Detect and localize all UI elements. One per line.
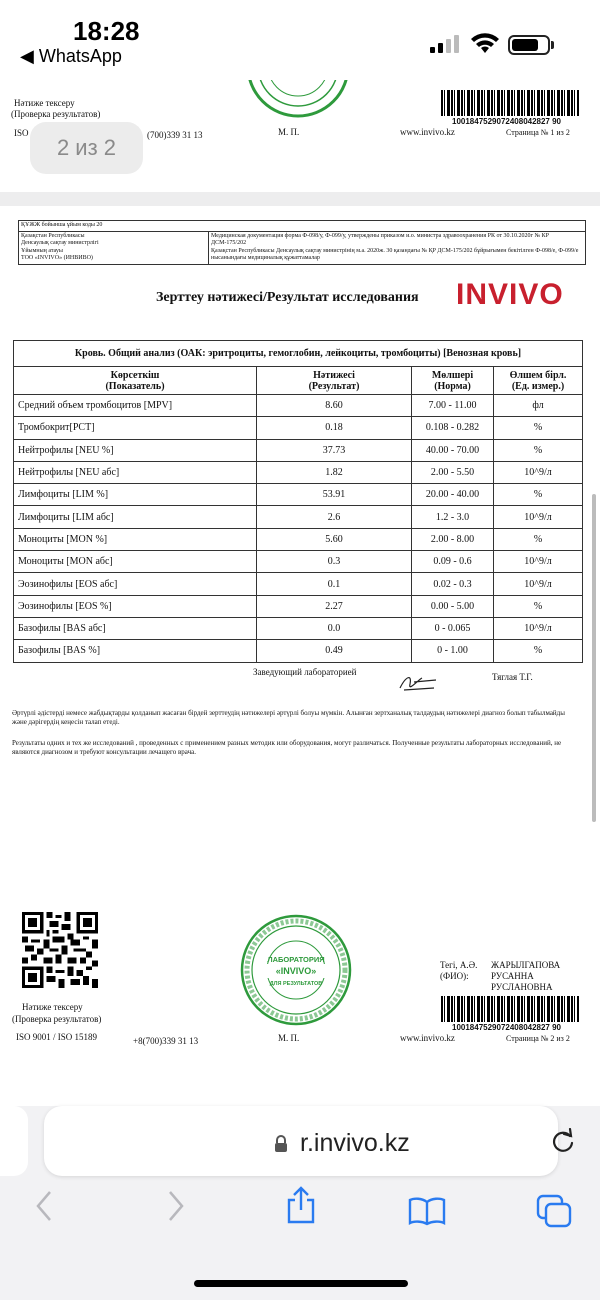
scrollbar[interactable] bbox=[592, 494, 596, 822]
laboratory-stamp bbox=[240, 914, 352, 1026]
norm-cell: 40.00 - 70.00 bbox=[412, 439, 494, 461]
patient-surname: ЖАРЫЛГАПОВА bbox=[491, 960, 561, 970]
header-table bbox=[18, 220, 586, 265]
table-row bbox=[14, 551, 583, 573]
bookmarks-icon[interactable] bbox=[408, 1196, 446, 1226]
result-cell: 8.60 bbox=[257, 395, 412, 417]
unit-cell: 10^9/л bbox=[494, 573, 583, 595]
table-row bbox=[14, 617, 583, 639]
results-caption: Кровь. Общий анализ (ОАК: эритроциты, гемоглобин, лейкоциты, тромбоциты) [Венозная кровь] bbox=[14, 341, 583, 367]
unit-cell: 10^9/л bbox=[494, 617, 583, 639]
table-row bbox=[14, 484, 583, 506]
barcode-number: 1001847529072408042827 90 bbox=[452, 1023, 562, 1032]
indicator-cell: Базофилы [BAS %] bbox=[14, 640, 257, 662]
forward-arrow-icon[interactable] bbox=[166, 1190, 186, 1222]
back-arrow-icon[interactable] bbox=[34, 1190, 54, 1222]
header-left-line: Денсаулық сақтау министрлігі bbox=[21, 240, 99, 246]
indicator-cell: Базофилы [BAS абс] bbox=[14, 617, 257, 639]
indicator-cell: Нейтрофилы [NEU %] bbox=[14, 439, 257, 461]
unit-cell: % bbox=[494, 439, 583, 461]
back-to-whatsapp-link[interactable]: ◀ WhatsApp bbox=[20, 46, 122, 66]
result-cell: 0.0 bbox=[257, 617, 412, 639]
barcode-number: 1001847529072408042827 90 bbox=[452, 117, 562, 126]
header-left-line: ТОО «INVIVO» (ИНВИВО) bbox=[21, 255, 93, 261]
header-left-line: Қазақстан Республикасы bbox=[21, 232, 85, 239]
unit-cell: 10^9/л bbox=[494, 551, 583, 573]
results-header-row bbox=[14, 367, 583, 395]
indicator-cell: Моноциты [MON %] bbox=[14, 528, 257, 550]
col-unit: Өлшем бірл. (Ед. измер.) bbox=[494, 367, 583, 395]
header-right bbox=[209, 232, 585, 264]
home-indicator[interactable] bbox=[194, 1280, 408, 1287]
norm-cell: 2.00 - 8.00 bbox=[412, 528, 494, 550]
table-row bbox=[14, 640, 583, 662]
result-cell: 0.1 bbox=[257, 573, 412, 595]
unit-cell: фл bbox=[494, 395, 583, 417]
battery-icon bbox=[508, 35, 550, 55]
page-separator bbox=[0, 192, 600, 206]
result-cell: 5.60 bbox=[257, 528, 412, 550]
head-of-lab-label: Заведующий лабораторией bbox=[253, 667, 357, 677]
table-row bbox=[14, 573, 583, 595]
result-cell: 2.6 bbox=[257, 506, 412, 528]
disclaimer-kz: Әртүрлі әдістерді немесе жабдықтарды қолданып жасаған бірдей зерттеудің нәтижелері әртүрлі болуы мүмкін. Алынған зертханалық талдаудың нәтижелері диагноз болып табылмайды және дәрігердің кеңесін талап етеді. bbox=[12, 709, 565, 726]
result-cell: 2.27 bbox=[257, 595, 412, 617]
result-cell: 1.82 bbox=[257, 461, 412, 483]
status-bar bbox=[0, 0, 600, 80]
clock: 18:28 bbox=[73, 16, 140, 46]
patient-label-kz: Тегі, А.Ә. bbox=[440, 960, 478, 970]
norm-cell: 7.00 - 11.00 bbox=[412, 395, 494, 417]
unit-cell: % bbox=[494, 484, 583, 506]
result-cell: 53.91 bbox=[257, 484, 412, 506]
result-cell: 37.73 bbox=[257, 439, 412, 461]
phone-label: (700)339 31 13 bbox=[147, 130, 203, 140]
norm-cell: 0.00 - 5.00 bbox=[412, 595, 494, 617]
norm-cell: 0.108 - 0.282 bbox=[412, 417, 494, 439]
table-row bbox=[14, 528, 583, 550]
results-table bbox=[13, 340, 583, 663]
indicator-cell: Эозинофилы [EOS %] bbox=[14, 595, 257, 617]
check-label-kz: Нәтиже тексеру bbox=[14, 98, 75, 108]
indicator-cell: Лимфоциты [LIM абс] bbox=[14, 506, 257, 528]
table-row bbox=[14, 417, 583, 439]
unit-cell: % bbox=[494, 417, 583, 439]
col-result: Нәтижесі (Результат) bbox=[257, 367, 412, 395]
reload-icon[interactable] bbox=[551, 1128, 575, 1154]
table-row bbox=[14, 461, 583, 483]
norm-cell: 0.09 - 0.6 bbox=[412, 551, 494, 573]
disclaimer-ru: Результаты одних и тех же исследований , проведенных с применением разных методик или оборудования, могут различаться. Полученные результаты лабораторных исследований, не являются диагнозом и требуют консультации лечащего врача. bbox=[12, 739, 562, 756]
header-left bbox=[19, 232, 209, 264]
iso-label: ISO bbox=[14, 128, 29, 138]
result-cell: 0.18 bbox=[257, 417, 412, 439]
indicator-cell: Эозинофилы [EOS абс] bbox=[14, 573, 257, 595]
norm-cell: 0 - 1.00 bbox=[412, 640, 494, 662]
tabs-icon[interactable] bbox=[536, 1194, 572, 1228]
stamp-fragment bbox=[246, 80, 351, 120]
page-number: Страница № 1 из 2 bbox=[506, 128, 570, 137]
result-cell: 0.3 bbox=[257, 551, 412, 573]
org-code: ҚҰЖЖ бойынша ұйым коды 20 bbox=[21, 222, 103, 228]
norm-cell: 2.00 - 5.50 bbox=[412, 461, 494, 483]
signer-name: Тяглая Т.Г. bbox=[492, 672, 533, 682]
patient-label-ru: (ФИО): bbox=[440, 971, 469, 981]
pdf-page-counter: 2 из 2 bbox=[30, 122, 143, 174]
check-label-ru: (Проверка результатов) bbox=[11, 109, 101, 119]
patient-patronymic: РУСЛАНОВНА bbox=[491, 982, 553, 992]
col-indicator: Көрсеткіш (Показатель) bbox=[14, 367, 257, 395]
unit-cell: 10^9/л bbox=[494, 461, 583, 483]
address-bar[interactable] bbox=[44, 1106, 558, 1176]
stamp-text: «INVIVO» bbox=[275, 966, 317, 976]
norm-cell: 1.2 - 3.0 bbox=[412, 506, 494, 528]
url-text: r.invivo.kz bbox=[300, 1129, 410, 1157]
share-icon[interactable] bbox=[285, 1186, 317, 1224]
indicator-cell: Тромбокрит[PCT] bbox=[14, 417, 257, 439]
table-row bbox=[14, 595, 583, 617]
header-left-line: Ұйымның атауы bbox=[21, 247, 63, 254]
invivo-logo: INVIVO bbox=[456, 278, 564, 311]
stamp-text: ЛАБОРАТОРИЯ bbox=[267, 955, 325, 964]
pdf-page-2 bbox=[8, 206, 586, 1106]
patient-name: РУСАННА bbox=[491, 971, 534, 981]
norm-cell: 20.00 - 40.00 bbox=[412, 484, 494, 506]
indicator-cell: Моноциты [MON абс] bbox=[14, 551, 257, 573]
check-label-ru: (Проверка результатов) bbox=[12, 1014, 102, 1024]
battery-tip bbox=[551, 41, 554, 49]
unit-cell: 10^9/л bbox=[494, 506, 583, 528]
unit-cell: % bbox=[494, 640, 583, 662]
col-norm: Мөлшері (Норма) bbox=[412, 367, 494, 395]
barcode bbox=[441, 90, 579, 116]
table-row bbox=[14, 395, 583, 417]
norm-cell: 0.02 - 0.3 bbox=[412, 573, 494, 595]
phone-label: +8(700)339 31 13 bbox=[133, 1036, 199, 1046]
header-right-line: Қазақстан Республикасы Денсаулық сақтау министрінің м.а. 2020ж. 30 қазандағы № ҚР ДСМ-175/202 бұйрығымен бекітілген Ф-098/е, Ф-099/е нысанындағы медициналық құжаттамалар bbox=[211, 247, 579, 261]
mp-label: М. П. bbox=[278, 127, 300, 137]
norm-cell: 0 - 0.065 bbox=[412, 617, 494, 639]
table-row bbox=[14, 506, 583, 528]
site-label: www.invivo.kz bbox=[400, 127, 455, 137]
result-cell: 0.49 bbox=[257, 640, 412, 662]
qr-code[interactable] bbox=[22, 912, 98, 988]
indicator-cell: Нейтрофилы [NEU абс] bbox=[14, 461, 257, 483]
site-label: www.invivo.kz bbox=[400, 1033, 455, 1043]
signature bbox=[396, 670, 446, 694]
lock-icon bbox=[274, 1135, 288, 1153]
barcode bbox=[441, 996, 579, 1022]
wifi-icon bbox=[471, 33, 499, 55]
unit-cell: % bbox=[494, 595, 583, 617]
stamp-text: ДЛЯ РЕЗУЛЬТАТОВ bbox=[269, 981, 323, 987]
mp-label: М. П. bbox=[278, 1033, 300, 1043]
iso-label: ISO 9001 / ISO 15189 bbox=[16, 1032, 98, 1042]
page-number: Страница № 2 из 2 bbox=[506, 1034, 570, 1043]
check-label-kz: Нәтиже тексеру bbox=[22, 1002, 83, 1012]
document-title: Зерттеу нәтижесі/Результат исследования bbox=[156, 290, 419, 305]
indicator-cell: Средний объем тромбоцитов [MPV] bbox=[14, 395, 257, 417]
unit-cell: % bbox=[494, 528, 583, 550]
cellular-signal-icon bbox=[430, 34, 460, 54]
previous-tab-peek[interactable] bbox=[0, 1106, 28, 1176]
indicator-cell: Лимфоциты [LIM %] bbox=[14, 484, 257, 506]
table-row bbox=[14, 439, 583, 461]
header-right-line: Медицинская документация форма Ф-098/у, Ф-099/у, утверждены приказом и.о. министра здравоохранения РК от 30.10.2020г № КР ДСМ-175/202 bbox=[211, 232, 550, 246]
